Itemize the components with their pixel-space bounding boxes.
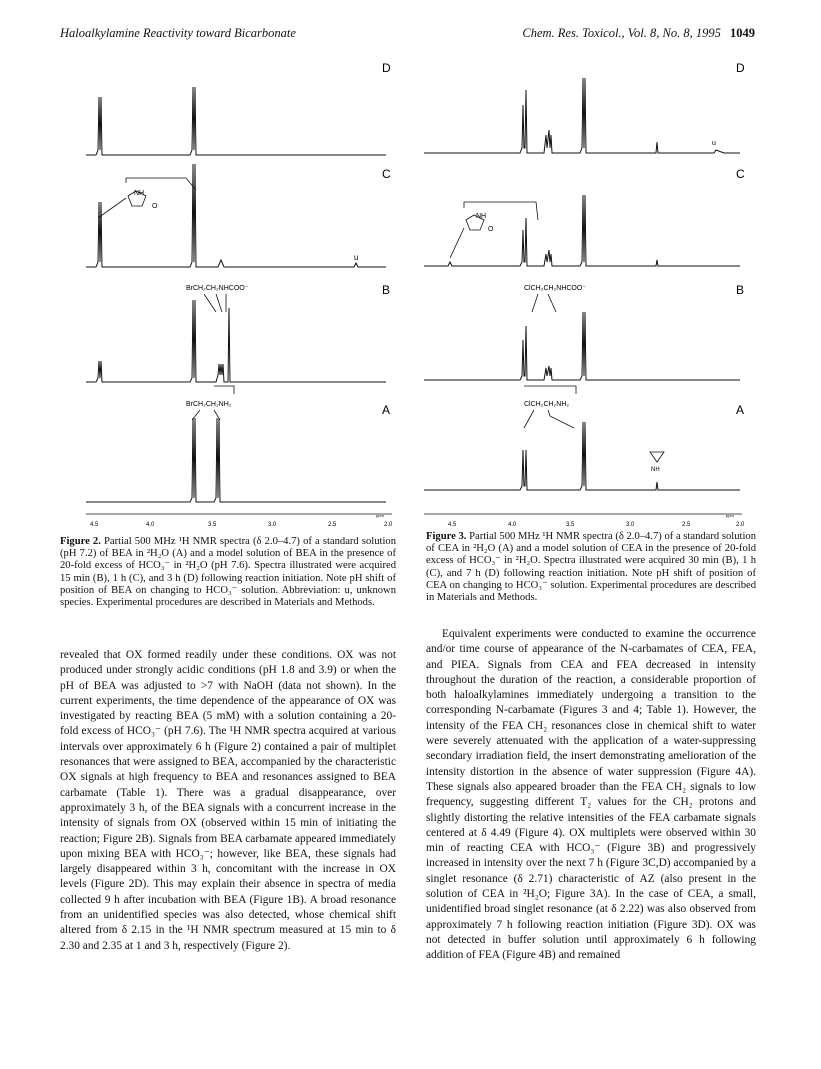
spectrum-b-trace xyxy=(424,312,740,380)
aziridine-nh-label: NH xyxy=(651,467,660,473)
spectrum-a-trace xyxy=(86,418,386,502)
aziridine-structure xyxy=(650,452,664,462)
panel-label-a: A xyxy=(736,403,745,417)
oxazolidinone-structure xyxy=(98,178,196,218)
journal-citation xyxy=(522,26,755,41)
left-paragraph: revealed that OX formed readily under these conditions. OX was not produced under strongly acidic conditions (pH 1.8 and 3.9) or when the pH of BEA was adjusted to >7 with NaOH (data not shown). In the current experiments, the time dependence of the appearance of OX was investigated by reacting BEA (5 mM) with a solution containing a 20-fold excess of HCO₃⁻ (pH 7.6). The ¹H NMR spectra acquired at various intervals over approximately 6 h (Figure 2) contained a pair of multiplet resonances that were assigned to BEA, accompanied by the characteristic OX signals at high frequency to BEA and resonances assigned to BEA carbamate (Table 1). There was a gradual disappearance, over approximately 3 h, of the BEA signals with a concurrent increase in the intensity of signals from OX (observed within 15 min of initiating the reaction; Figure 2B). Signals from BEA carbamate appeared immediately upon mixing BEA with HCO₃⁻; however, like BEA, these signals had largely disappeared within 3 h, concomitant with the increase in OX levels (Figure 2D). This may explain their absence in spectra of media collected 9 h after incubation with BEA (Figure 1B). A broad resonance from an unidentified species was also detected, whose chemical shift altered from δ 2.15 in the ¹H NMR spectrum measured at 15 min to δ 2.30 and 2.35 at 1 and 3 h, respectively (Figure 2). xyxy=(60,649,396,952)
figure-2-caption xyxy=(60,536,396,609)
spectrum-c-trace xyxy=(86,164,386,267)
axis-tick-35: 3.5 xyxy=(566,522,575,528)
carbamate-label-b: ClCH₂CH₂NHCOO⁻ xyxy=(524,285,587,292)
axis-unit-label: ppm xyxy=(376,513,384,518)
axis-tick-45: 4.5 xyxy=(448,522,457,528)
axis-tick-30: 3.0 xyxy=(626,522,635,528)
unknown-peak-label-c: u xyxy=(354,253,359,262)
axis-tick-35: 3.5 xyxy=(208,522,217,528)
unknown-peak-label-d: u xyxy=(712,140,716,147)
figure-3-caption-text: Partial 500 MHz ¹H NMR spectra (δ 2.0–4.7) of a standard solution of CEA in ²H₂O (A) and a model solution of CEA in the presence of 20-fold excess of HCO₃⁻ in ²H₂O. Spectra illustrated were acquired 30 min (B), 1 h (C), and 7 h (D) following reaction initiation. Note pH shift of position of CEA on changing to HCO₃⁻ solution. Experimental procedures are described in Materials and Methods. xyxy=(426,531,756,604)
axis-tick-40: 4.0 xyxy=(508,522,517,528)
axis-tick-45: 4.5 xyxy=(90,522,99,528)
axis-tick-25: 2.5 xyxy=(682,522,691,528)
ox-nh-label: NH xyxy=(476,213,487,220)
carbamate-label-b: BrCH₂CH₂NHCOO⁻ xyxy=(186,285,249,292)
right-column-text xyxy=(426,627,756,964)
panel-label-d: D xyxy=(736,61,745,75)
panel-label-b: B xyxy=(736,283,745,297)
journal-reference: Chem. Res. Toxicol., Vol. 8, No. 8, 1995 xyxy=(522,26,721,40)
axis-tick-20: 2.0 xyxy=(736,522,745,528)
panel-label-b: B xyxy=(382,283,391,297)
axis-tick-30: 3.0 xyxy=(268,522,277,528)
axis-tick-40: 4.0 xyxy=(146,522,155,528)
ox-o-label: O xyxy=(152,203,158,210)
running-title: Haloalkylamine Reactivity toward Bicarbonate xyxy=(60,26,296,40)
figure-2-caption-label: Figure 2. xyxy=(60,536,101,547)
figure-2-caption-text: Partial 500 MHz ¹H NMR spectra (δ 2.0–4.7) of a standard solution (pH 7.2) of BEA in ²H₂O (A) and a model solution of BEA in the presence of 20-fold excess of HCO₃⁻ in ²H₂O (pH 7.6). Spectra illustrated were acquired 15 min (B), 1 h (C), and 3 h (D) following reaction initiation. Note pH shift of position of BEA on changing to HCO₃⁻ solution. Abbreviation: u, unknown species. Experimental procedures are described in Materials and Methods. xyxy=(60,536,396,609)
panel-label-d: D xyxy=(382,61,391,75)
spectrum-d-trace xyxy=(424,78,740,153)
figure-2-nmr-spectra xyxy=(86,50,404,532)
spectrum-a-trace xyxy=(424,422,740,490)
panel-label-c: C xyxy=(736,167,745,181)
ox-nh-label: NH xyxy=(134,190,145,197)
spectrum-c-trace xyxy=(424,195,740,266)
figure-3-caption-label: Figure 3. xyxy=(426,531,467,542)
axis-unit-label: ppm xyxy=(726,513,734,518)
amine-label-a: BrCH₂CH₂NH₂ xyxy=(186,401,232,408)
figure-3-nmr-spectra xyxy=(424,50,754,532)
right-paragraph: Equivalent experiments were conducted to examine the occurrence and/or time course of appearance of the N-carbamates of CEA, FEA, and PIEA. Signals from CEA and FEA decreased in intensity throughout the duration of the reaction, a considerable proportion of both haloalkylamines immediately undergoing a transition to the corresponding N-carbamate (Figures 3 and 4; Table 1). However, the intensity of the FEA CH₂ resonances close in chemical shift to water were severely attenuated with the application of a water-suppressing secondary irradiation field, the insert demonstrating amelioration of the intensity distortion in the absence of water suppression (Figure 4A). These signals also appeared broader than the FEA CH₂ signals to low frequency, suggesting different T₂ values for the CH₂ protons and slightly distorting the relative intensities of the FEA carbamate signals centered at δ 4.49 (Figure 4). OX multiplets were observed within 30 min of reacting CEA with HCO₃⁻ (Figure 3B) and progressively increased in intensity over the next 7 h (Figure 3C,D) accompanied by a singlet resonance (δ 2.71) characteristic of AZ (also present in the solution of CEA in ²H₂O; Figure 3A). In the case of CEA, a small, unidentified broad singlet resonance (at δ 2.22) was also observed from approximately 7 h following reaction initiation (Figure 3D). OX was not detected in buffer solution until approximately 6 h following addition of FEA (Figure 4B) and remained xyxy=(426,628,756,962)
carbamate-pointer xyxy=(532,294,556,312)
panel-label-c: C xyxy=(382,167,391,181)
axis-tick-25: 2.5 xyxy=(328,522,337,528)
spectrum-d-trace xyxy=(86,87,386,155)
left-column-text xyxy=(60,648,396,954)
panel-label-a: A xyxy=(382,403,391,417)
figure-3-caption xyxy=(426,531,756,604)
carbamate-pointer xyxy=(204,294,226,312)
axis-tick-20: 2.0 xyxy=(384,522,393,528)
page-number: 1049 xyxy=(730,26,755,40)
ox-o-label: O xyxy=(488,226,494,233)
spectrum-b-trace xyxy=(86,300,386,382)
amine-label-a: ClCH₂CH₂NH₂ xyxy=(524,401,570,408)
